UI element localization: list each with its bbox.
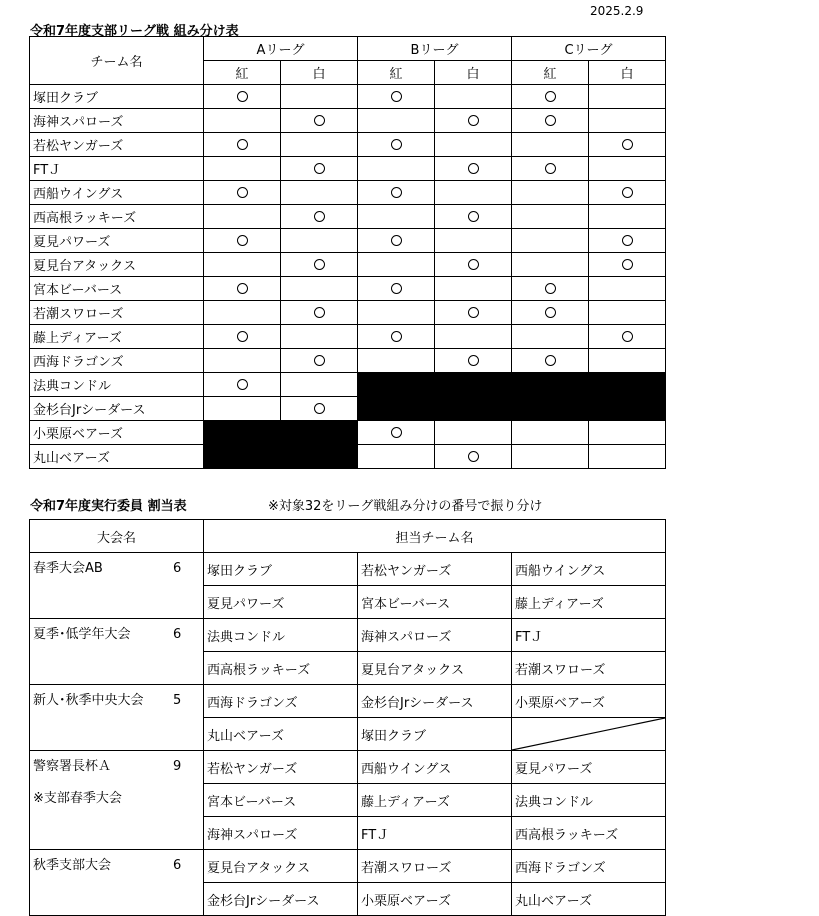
event-line — [33, 751, 203, 783]
assignment-cell — [512, 109, 589, 133]
assigned-team: 藤上ディアーズ — [358, 784, 512, 817]
event-count: 9 — [173, 759, 182, 774]
assignment-row — [30, 751, 666, 784]
assigned-team: 宮本ビーバース — [358, 586, 512, 619]
assignment-cell — [435, 325, 512, 349]
assignment-cell — [204, 397, 281, 421]
assignment-cell — [204, 109, 281, 133]
event-line — [33, 685, 203, 717]
team-name: 夏見パワーズ — [30, 229, 204, 253]
team-row — [30, 349, 666, 373]
assignment-cell — [589, 325, 666, 349]
circle-mark-icon — [237, 331, 248, 342]
circle-mark-icon — [545, 355, 556, 366]
assigned-team: FTＪ — [512, 619, 666, 652]
assigned-team: 丸山ベアーズ — [512, 883, 666, 916]
color-subheader: 白 — [435, 61, 512, 85]
assignment-cell — [589, 229, 666, 253]
team-name: 金杉台Jrシーダース — [30, 397, 204, 421]
team-row — [30, 181, 666, 205]
assignment-cell — [589, 85, 666, 109]
circle-mark-icon — [237, 187, 248, 198]
assignment-cell — [512, 349, 589, 373]
team-row — [30, 325, 666, 349]
assignment-cell — [435, 253, 512, 277]
team-row — [30, 445, 666, 469]
circle-mark-icon — [391, 427, 402, 438]
event-cell — [30, 850, 204, 916]
assigned-team: 西高根ラッキーズ — [204, 652, 358, 685]
not-applicable-cell — [358, 397, 435, 421]
assignment-cell — [512, 181, 589, 205]
circle-mark-icon — [622, 331, 633, 342]
assigned-team: FTＪ — [358, 817, 512, 850]
not-applicable-cell — [435, 373, 512, 397]
assignment-cell — [512, 277, 589, 301]
assigned-team: 若潮スワローズ — [512, 652, 666, 685]
not-applicable-cell — [204, 421, 281, 445]
not-applicable-cell — [204, 445, 281, 469]
assignment-cell — [435, 133, 512, 157]
circle-mark-icon — [468, 307, 479, 318]
team-name: 法典コンドル — [30, 373, 204, 397]
league-header: Cリーグ — [512, 37, 666, 61]
assignment-cell — [281, 85, 358, 109]
assigned-team: 法典コンドル — [204, 619, 358, 652]
assignment-cell — [204, 85, 281, 109]
assignment-cell — [435, 349, 512, 373]
assignment-cell — [281, 373, 358, 397]
assignment-cell — [358, 133, 435, 157]
circle-mark-icon — [314, 259, 325, 270]
circle-mark-icon — [468, 211, 479, 222]
assigned-team: 若松ヤンガーズ — [204, 751, 358, 784]
circle-mark-icon — [468, 115, 479, 126]
assignment-cell — [589, 205, 666, 229]
assignment-cell — [281, 205, 358, 229]
circle-mark-icon — [545, 115, 556, 126]
team-name-header: チーム名 — [30, 37, 204, 85]
assignment-cell — [204, 373, 281, 397]
assignment-cell — [281, 349, 358, 373]
assignment-row — [30, 850, 666, 883]
assignment-cell — [435, 157, 512, 181]
team-name: 小栗原ベアーズ — [30, 421, 204, 445]
assignment-cell — [281, 109, 358, 133]
assignment-cell — [281, 133, 358, 157]
assignment-cell — [204, 277, 281, 301]
circle-mark-icon — [391, 235, 402, 246]
assignment-cell — [589, 253, 666, 277]
assigned-team: 塚田クラブ — [204, 553, 358, 586]
assigned-team: 小栗原ベアーズ — [358, 883, 512, 916]
assignment-cell — [358, 421, 435, 445]
team-name: 夏見台アタックス — [30, 253, 204, 277]
assignment-cell — [589, 301, 666, 325]
assignment-cell — [281, 301, 358, 325]
assignment-cell — [589, 109, 666, 133]
circle-mark-icon — [391, 187, 402, 198]
team-name: 若潮スワローズ — [30, 301, 204, 325]
league-header: Bリーグ — [358, 37, 512, 61]
assign-table-title: 令和7年度実行委員 割当表 — [30, 499, 187, 514]
empty-slot-cell — [512, 718, 666, 751]
assignment-cell — [589, 181, 666, 205]
event-line — [33, 850, 203, 882]
assignment-cell — [281, 229, 358, 253]
league-table-title: 令和7年度支部リーグ戦 組み分け表 — [30, 24, 239, 39]
not-applicable-cell — [589, 397, 666, 421]
assignment-row — [30, 619, 666, 652]
assignment-cell — [358, 277, 435, 301]
assigned-team: 小栗原ベアーズ — [512, 685, 666, 718]
assigned-team: 夏見パワーズ — [512, 751, 666, 784]
team-row — [30, 205, 666, 229]
assignment-cell — [204, 133, 281, 157]
team-name: 若松ヤンガーズ — [30, 133, 204, 157]
event-name: 秋季支部大会 — [33, 858, 112, 873]
circle-mark-icon — [314, 355, 325, 366]
event-count: 6 — [173, 858, 182, 873]
assignment-cell — [204, 229, 281, 253]
assignment-cell — [358, 325, 435, 349]
circle-mark-icon — [391, 91, 402, 102]
team-row — [30, 397, 666, 421]
circle-mark-icon — [314, 115, 325, 126]
team-row — [30, 109, 666, 133]
assignment-cell — [281, 157, 358, 181]
assigned-team: 西海ドラゴンズ — [204, 685, 358, 718]
assignment-cell — [589, 349, 666, 373]
color-subheader: 白 — [589, 61, 666, 85]
circle-mark-icon — [391, 331, 402, 342]
event-count: 6 — [173, 561, 182, 576]
not-applicable-cell — [281, 421, 358, 445]
team-row — [30, 253, 666, 277]
committee-assignment-table — [29, 519, 666, 916]
circle-mark-icon — [622, 235, 633, 246]
assignment-cell — [512, 133, 589, 157]
circle-mark-icon — [314, 307, 325, 318]
assignment-cell — [435, 109, 512, 133]
not-applicable-cell — [589, 373, 666, 397]
circle-mark-icon — [545, 163, 556, 174]
event-name: 警察署長杯Ａ — [33, 759, 112, 774]
assignment-cell — [512, 421, 589, 445]
event-line — [33, 619, 203, 651]
circle-mark-icon — [468, 355, 479, 366]
assignment-cell — [358, 181, 435, 205]
assignment-row — [30, 553, 666, 586]
assignment-cell — [358, 205, 435, 229]
assignment-cell — [358, 229, 435, 253]
assigned-team: 金杉台Jrシーダース — [204, 883, 358, 916]
event-cell — [30, 553, 204, 619]
assignment-cell — [358, 109, 435, 133]
circle-mark-icon — [468, 259, 479, 270]
assignment-cell — [512, 157, 589, 181]
event-count: 5 — [173, 693, 182, 708]
assigned-team: 若松ヤンガーズ — [358, 553, 512, 586]
team-row — [30, 277, 666, 301]
assigned-team: 海神スパローズ — [204, 817, 358, 850]
assigned-team: 藤上ディアーズ — [512, 586, 666, 619]
circle-mark-icon — [545, 283, 556, 294]
assignment-cell — [435, 445, 512, 469]
team-row — [30, 373, 666, 397]
event-line — [33, 553, 203, 585]
assignment-cell — [512, 253, 589, 277]
color-subheader: 紅 — [204, 61, 281, 85]
event-name-header: 大会名 — [30, 520, 204, 553]
assigned-team: 若潮スワローズ — [358, 850, 512, 883]
assignment-cell — [512, 85, 589, 109]
assignment-cell — [204, 349, 281, 373]
assignment-cell — [512, 445, 589, 469]
event-name: 春季大会AB — [33, 561, 103, 576]
assignment-row — [30, 685, 666, 718]
event-cell — [30, 751, 204, 850]
circle-mark-icon — [622, 187, 633, 198]
assigned-team: 法典コンドル — [512, 784, 666, 817]
team-row — [30, 301, 666, 325]
circle-mark-icon — [468, 163, 479, 174]
team-row — [30, 133, 666, 157]
team-row — [30, 229, 666, 253]
team-row — [30, 421, 666, 445]
assigned-team: 夏見台アタックス — [204, 850, 358, 883]
diagonal-line-icon — [512, 718, 665, 750]
color-subheader: 紅 — [512, 61, 589, 85]
document-date: 2025.2.9 — [590, 4, 644, 18]
color-subheader: 白 — [281, 61, 358, 85]
assignment-cell — [281, 181, 358, 205]
assignment-cell — [281, 277, 358, 301]
circle-mark-icon — [314, 403, 325, 414]
not-applicable-cell — [435, 397, 512, 421]
circle-mark-icon — [237, 91, 248, 102]
assignment-cell — [358, 349, 435, 373]
assignment-cell — [204, 253, 281, 277]
assigned-team: 西船ウイングス — [358, 751, 512, 784]
event-cell — [30, 685, 204, 751]
assigned-team: 宮本ビーバース — [204, 784, 358, 817]
circle-mark-icon — [314, 163, 325, 174]
assignment-cell — [435, 205, 512, 229]
assignment-cell — [204, 157, 281, 181]
team-row — [30, 157, 666, 181]
assigned-teams-header: 担当チーム名 — [204, 520, 666, 553]
assign-header-row — [30, 520, 666, 553]
assigned-team: 丸山ベアーズ — [204, 718, 358, 751]
assignment-cell — [281, 325, 358, 349]
circle-mark-icon — [622, 139, 633, 150]
assignment-cell — [589, 133, 666, 157]
league-header-row — [30, 37, 666, 61]
assignment-cell — [512, 205, 589, 229]
assignment-cell — [358, 85, 435, 109]
assignment-cell — [589, 421, 666, 445]
assignment-cell — [589, 277, 666, 301]
assignment-cell — [512, 325, 589, 349]
not-applicable-cell — [281, 445, 358, 469]
assignment-cell — [204, 325, 281, 349]
assignment-cell — [435, 229, 512, 253]
event-name: 新人･秋季中央大会 — [33, 693, 144, 708]
team-name: 西高根ラッキーズ — [30, 205, 204, 229]
circle-mark-icon — [237, 283, 248, 294]
not-applicable-cell — [358, 373, 435, 397]
event-count: 6 — [173, 627, 182, 642]
assignment-cell — [281, 253, 358, 277]
assignment-cell — [204, 181, 281, 205]
assign-table-note: ※対象32をリーグ戦組み分けの番号で振り分け — [268, 499, 543, 514]
assignment-cell — [589, 445, 666, 469]
team-row — [30, 85, 666, 109]
assigned-team: 西高根ラッキーズ — [512, 817, 666, 850]
team-name: 藤上ディアーズ — [30, 325, 204, 349]
color-subheader: 紅 — [358, 61, 435, 85]
team-name: 海神スパローズ — [30, 109, 204, 133]
assignment-cell — [435, 181, 512, 205]
assigned-team: 夏見パワーズ — [204, 586, 358, 619]
assignment-cell — [358, 301, 435, 325]
circle-mark-icon — [622, 259, 633, 270]
assigned-team: 海神スパローズ — [358, 619, 512, 652]
assignment-cell — [435, 421, 512, 445]
assignment-cell — [358, 157, 435, 181]
not-applicable-cell — [512, 373, 589, 397]
team-name: 西海ドラゴンズ — [30, 349, 204, 373]
assigned-team: 夏見台アタックス — [358, 652, 512, 685]
assignment-cell — [512, 301, 589, 325]
circle-mark-icon — [545, 307, 556, 318]
circle-mark-icon — [237, 379, 248, 390]
assignment-cell — [435, 301, 512, 325]
team-name: FTＪ — [30, 157, 204, 181]
assignment-cell — [204, 205, 281, 229]
assignment-cell — [281, 397, 358, 421]
assignment-cell — [589, 157, 666, 181]
circle-mark-icon — [391, 283, 402, 294]
team-name: 丸山ベアーズ — [30, 445, 204, 469]
team-name: 塚田クラブ — [30, 85, 204, 109]
assignment-cell — [435, 277, 512, 301]
league-header: Aリーグ — [204, 37, 358, 61]
assignment-cell — [512, 229, 589, 253]
league-grouping-table — [29, 36, 666, 469]
not-applicable-cell — [512, 397, 589, 421]
assigned-team: 西海ドラゴンズ — [512, 850, 666, 883]
circle-mark-icon — [314, 211, 325, 222]
assigned-team: 金杉台Jrシーダース — [358, 685, 512, 718]
assignment-cell — [435, 85, 512, 109]
assignment-cell — [204, 301, 281, 325]
circle-mark-icon — [545, 91, 556, 102]
assigned-team: 塚田クラブ — [358, 718, 512, 751]
event-cell — [30, 619, 204, 685]
circle-mark-icon — [391, 139, 402, 150]
team-name: 宮本ビーバース — [30, 277, 204, 301]
circle-mark-icon — [468, 451, 479, 462]
circle-mark-icon — [237, 139, 248, 150]
assignment-cell — [358, 445, 435, 469]
assigned-team: 西船ウイングス — [512, 553, 666, 586]
event-name: 夏季･低学年大会 — [33, 627, 131, 642]
team-name: 西船ウイングス — [30, 181, 204, 205]
circle-mark-icon — [237, 235, 248, 246]
event-subnote: ※支部春季大会 — [33, 791, 122, 806]
assignment-cell — [358, 253, 435, 277]
